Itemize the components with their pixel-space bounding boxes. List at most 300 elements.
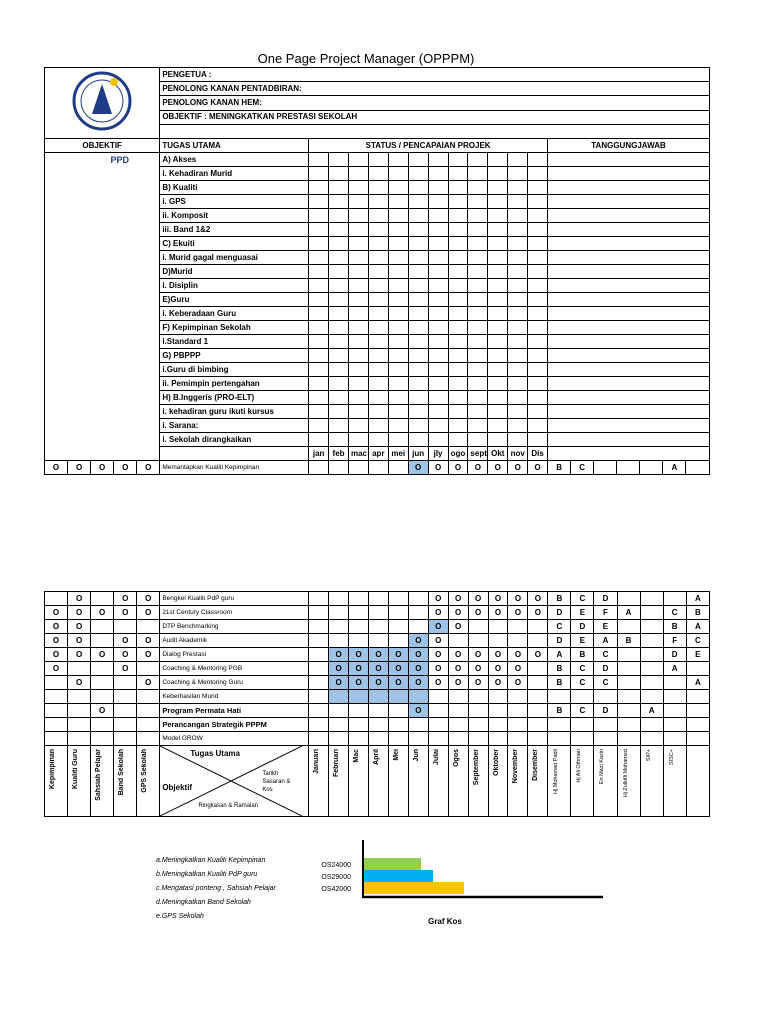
status-cell [468, 265, 488, 279]
status-cell [408, 293, 428, 307]
tugas-header: TUGAS UTAMA [160, 139, 309, 153]
resp-mark [617, 662, 640, 676]
status-mark: O [448, 461, 468, 475]
status-mark [488, 620, 508, 634]
status-mark: O [448, 620, 468, 634]
resp-mark [617, 648, 640, 662]
status-cell [468, 433, 488, 447]
status-cell [468, 307, 488, 321]
status-mark [368, 461, 388, 475]
status-mark [448, 732, 468, 746]
resp-cell [548, 405, 710, 419]
status-cell [348, 195, 368, 209]
objektif-mark [91, 718, 114, 732]
status-mark: O [488, 592, 508, 606]
resp-mark: A [686, 592, 709, 606]
resp-mark [617, 461, 640, 475]
resp-mark: C [663, 606, 686, 620]
status-cell [448, 181, 468, 195]
status-mark: O [349, 648, 369, 662]
status-cell [488, 321, 508, 335]
status-cell [348, 181, 368, 195]
resp-mark: C [571, 662, 594, 676]
status-cell [408, 153, 428, 167]
status-cell [329, 279, 349, 293]
page-title: One Page Project Manager (OPPPM) [257, 51, 475, 66]
month-mac: mac [348, 447, 368, 461]
bar-label: OS29000 [321, 874, 351, 881]
objektif-mark: O [68, 634, 91, 648]
status-cell [528, 433, 548, 447]
header-row: PENOLONG KANAN HEM: [160, 96, 710, 110]
resp-mark: A [686, 620, 709, 634]
status-mark [528, 718, 548, 732]
resp-mark [663, 690, 686, 704]
resp-mark: D [548, 634, 571, 648]
activity-task: 21st Century Classroom [160, 606, 309, 620]
opppm-activity-table [44, 591, 710, 817]
objektif-label-cell [68, 746, 91, 817]
resp-cell [548, 279, 710, 293]
resp-mark [663, 676, 686, 690]
cross-cell [160, 746, 309, 817]
status-mark [408, 690, 428, 704]
resp-mark [640, 676, 663, 690]
objektif-mark: O [114, 461, 137, 475]
resp-cell [548, 251, 710, 265]
resp-mark [640, 620, 663, 634]
status-cell [368, 237, 388, 251]
objektif-mark: O [114, 634, 137, 648]
resp-mark: D [663, 648, 686, 662]
status-cell [448, 167, 468, 181]
status-cell [508, 363, 528, 377]
status-cell [428, 419, 448, 433]
month-label-cell [528, 746, 548, 817]
month-label: Disember [532, 749, 540, 781]
opppm-main-table [44, 67, 710, 475]
resp-mark [617, 690, 640, 704]
status-cell [329, 167, 349, 181]
resp-mark: E [571, 634, 594, 648]
status-cell [448, 391, 468, 405]
status-mark: O [488, 676, 508, 690]
person-label-cell [686, 746, 709, 817]
objektif-mark [91, 634, 114, 648]
status-cell [388, 419, 408, 433]
task-item: i. Sekolah dirangkaikan [160, 433, 309, 447]
status-cell [329, 293, 349, 307]
resp-mark [617, 592, 640, 606]
resp-mark: E [594, 620, 617, 634]
month-label: Mac [353, 749, 361, 763]
status-mark: O [528, 461, 548, 475]
objektif-label: Sahsiah Pelajar [95, 749, 103, 801]
status-cell [348, 251, 368, 265]
resp-cell [548, 167, 710, 181]
month-sept: sept [468, 447, 488, 461]
task-item: i. Sarana: [160, 419, 309, 433]
resp-mark [686, 732, 709, 746]
status-cell [348, 279, 368, 293]
resp-mark: A [594, 634, 617, 648]
objektif-label-cell [45, 746, 68, 817]
status-mark [428, 718, 448, 732]
status-mark: O [349, 676, 369, 690]
status-cell [488, 181, 508, 195]
month-apr: apr [368, 447, 388, 461]
resp-mark [548, 718, 571, 732]
objektif-label: GPS Sekolah [141, 749, 149, 793]
resp-mark: C [571, 676, 594, 690]
objektif-mark [114, 704, 137, 718]
status-cell [368, 433, 388, 447]
resp-cell [548, 195, 710, 209]
objektif-mark [45, 732, 68, 746]
status-cell [309, 349, 329, 363]
task-item: i. Murid gagal menguasai [160, 251, 309, 265]
status-cell [329, 223, 349, 237]
status-cell [528, 377, 548, 391]
status-cell [348, 223, 368, 237]
status-cell [428, 167, 448, 181]
month-label-cell [369, 746, 389, 817]
status-cell [428, 279, 448, 293]
status-mark: O [508, 606, 528, 620]
month-nov: nov [508, 447, 528, 461]
status-cell [309, 265, 329, 279]
status-mark: O [329, 676, 349, 690]
resp-mark: B [548, 662, 571, 676]
task-item: i. Disiplin [160, 279, 309, 293]
status-cell [528, 223, 548, 237]
status-mark: O [388, 662, 408, 676]
status-cell [348, 307, 368, 321]
logo-cell: PPD [45, 68, 160, 139]
status-cell [309, 251, 329, 265]
status-cell [488, 307, 508, 321]
status-cell [528, 181, 548, 195]
month-label-cell [309, 746, 329, 817]
resp-mark [617, 676, 640, 690]
resp-mark: C [594, 676, 617, 690]
status-mark: O [528, 606, 548, 620]
status-mark [528, 704, 548, 718]
status-mark: O [408, 676, 428, 690]
objektif-mark [137, 690, 160, 704]
status-cell [488, 433, 508, 447]
status-cell [508, 405, 528, 419]
status-cell [488, 251, 508, 265]
status-cell [468, 391, 488, 405]
status-mark: O [448, 676, 468, 690]
status-cell [528, 251, 548, 265]
status-cell [388, 181, 408, 195]
status-cell [388, 293, 408, 307]
status-cell [388, 265, 408, 279]
resp-cell [548, 363, 710, 377]
status-mark [508, 634, 528, 648]
task-item: E)Guru [160, 293, 309, 307]
resp-mark: B [617, 634, 640, 648]
status-mark [388, 690, 408, 704]
status-mark [488, 634, 508, 648]
status-mark [309, 606, 329, 620]
status-cell [528, 153, 548, 167]
status-cell [488, 363, 508, 377]
resp-cell [548, 391, 710, 405]
objektif-label-cell [137, 746, 160, 817]
resp-mark: F [663, 634, 686, 648]
caption-d: d.Meningkatkan Band Sekolah [156, 899, 251, 906]
status-cell [329, 209, 349, 223]
objective-captions [156, 857, 276, 927]
status-cell [388, 195, 408, 209]
task-item: C) Ekuiti [160, 237, 309, 251]
status-cell [329, 195, 349, 209]
status-mark [309, 718, 329, 732]
status-cell [468, 195, 488, 209]
status-mark: O [468, 592, 488, 606]
month-label-cell [408, 746, 428, 817]
status-cell [448, 237, 468, 251]
status-mark: O [488, 461, 508, 475]
status-cell [368, 223, 388, 237]
cross-label-top: Tugas Utama [190, 749, 240, 758]
person-label-cell [571, 746, 594, 817]
objektif-mark [45, 704, 68, 718]
status-mark [309, 676, 329, 690]
status-cell [408, 349, 428, 363]
person-label-cell [548, 746, 571, 817]
status-mark [528, 732, 548, 746]
objektif-mark: O [114, 648, 137, 662]
objektif-mark: O [45, 648, 68, 662]
status-cell [408, 209, 428, 223]
status-cell [528, 167, 548, 181]
status-mark: O [508, 592, 528, 606]
activity-task: DTP Benchmarking [160, 620, 309, 634]
status-mark [369, 690, 389, 704]
status-mark [428, 690, 448, 704]
resp-mark: B [571, 648, 594, 662]
status-mark [508, 732, 528, 746]
status-cell [368, 195, 388, 209]
status-mark: O [448, 592, 468, 606]
status-cell [388, 321, 408, 335]
status-cell [448, 209, 468, 223]
status-cell [408, 307, 428, 321]
activity-task: Program Permata Hati [160, 704, 309, 718]
status-cell [528, 405, 548, 419]
status-cell [508, 349, 528, 363]
month-label: Januari [313, 749, 321, 774]
chart-title: Graf Kos [428, 917, 462, 926]
status-cell [468, 321, 488, 335]
status-cell [348, 349, 368, 363]
objektif-mark: O [45, 662, 68, 676]
status-cell [329, 391, 349, 405]
task-item: i. kehadiran guru ikuti kursus [160, 405, 309, 419]
ppd-logo-icon [62, 70, 142, 132]
status-cell [508, 377, 528, 391]
task-item: i.Standard 1 [160, 335, 309, 349]
status-cell [508, 167, 528, 181]
status-mark: O [428, 634, 448, 648]
task-item: D)Murid [160, 265, 309, 279]
status-cell [329, 321, 349, 335]
objektif-mark: O [91, 461, 114, 475]
status-cell [309, 153, 329, 167]
objektif-mark: O [114, 606, 137, 620]
status-cell [309, 307, 329, 321]
resp-mark: B [548, 704, 571, 718]
objektif-mark: O [68, 592, 91, 606]
status-mark [488, 718, 508, 732]
status-mark [388, 461, 408, 475]
status-cell [408, 279, 428, 293]
status-cell [448, 195, 468, 209]
status-cell [428, 377, 448, 391]
status-mark: O [428, 592, 448, 606]
status-cell [309, 279, 329, 293]
status-mark [448, 704, 468, 718]
status-mark [309, 704, 329, 718]
status-cell [448, 335, 468, 349]
resp-mark [640, 732, 663, 746]
resp-mark [640, 461, 663, 475]
status-cell [368, 335, 388, 349]
status-cell [428, 363, 448, 377]
status-cell [348, 209, 368, 223]
status-cell [368, 167, 388, 181]
resp-mark [640, 718, 663, 732]
objektif-mark [68, 704, 91, 718]
status-cell [468, 377, 488, 391]
status-cell [448, 265, 468, 279]
task-item: i. GPS [160, 195, 309, 209]
status-cell [528, 307, 548, 321]
status-mark [428, 704, 448, 718]
objektif-mark: O [68, 676, 91, 690]
status-cell [348, 321, 368, 335]
status-cell [508, 391, 528, 405]
status-mark [309, 648, 329, 662]
status-mark [448, 718, 468, 732]
status-cell [528, 363, 548, 377]
status-cell [368, 279, 388, 293]
month-label-cell [468, 746, 488, 817]
objektif-mark [45, 676, 68, 690]
status-cell [428, 181, 448, 195]
status-cell [468, 251, 488, 265]
resp-mark [663, 718, 686, 732]
resp-mark: C [571, 592, 594, 606]
resp-mark: C [571, 704, 594, 718]
cross-label-right: Tarikh Sasaran & Kos [262, 771, 291, 793]
status-cell [348, 265, 368, 279]
resp-mark [640, 592, 663, 606]
objektif-mark: O [91, 648, 114, 662]
status-cell [309, 237, 329, 251]
month-label: November [512, 749, 520, 784]
status-cell [408, 335, 428, 349]
status-mark: O [428, 676, 448, 690]
resp-cell [548, 209, 710, 223]
activity-task: Model GROW [160, 732, 309, 746]
month-label-cell [448, 746, 468, 817]
status-cell [428, 209, 448, 223]
status-cell [348, 167, 368, 181]
status-cell [468, 363, 488, 377]
status-cell [368, 405, 388, 419]
status-mark [388, 592, 408, 606]
status-cell [468, 209, 488, 223]
status-cell [488, 223, 508, 237]
cost-bar [363, 882, 464, 894]
resp-mark [640, 648, 663, 662]
objektif-mark [45, 690, 68, 704]
status-mark [349, 704, 369, 718]
status-cell [348, 237, 368, 251]
objektif-mark [114, 732, 137, 746]
status-mark [349, 620, 369, 634]
activity-task: Coaching & Mentoring PGB [160, 662, 309, 676]
resp-mark: D [548, 606, 571, 620]
status-cell [329, 307, 349, 321]
resp-mark [548, 690, 571, 704]
month-Dis: Dis [528, 447, 548, 461]
objektif-mark [68, 718, 91, 732]
status-cell [428, 335, 448, 349]
task-item: i.Guru di bimbing [160, 363, 309, 377]
person-label-cell [663, 746, 686, 817]
status-cell [348, 377, 368, 391]
month-label: April [373, 749, 381, 765]
status-cell [368, 391, 388, 405]
status-cell [428, 265, 448, 279]
status-mark: O [448, 648, 468, 662]
status-cell [408, 405, 428, 419]
status-cell [528, 321, 548, 335]
resp-mark: A [617, 606, 640, 620]
status-mark [508, 718, 528, 732]
status-mark: O [468, 606, 488, 620]
status-mark [468, 718, 488, 732]
status-mark: O [428, 620, 448, 634]
status-cell [388, 433, 408, 447]
resp-mark [686, 662, 709, 676]
status-mark [408, 732, 428, 746]
status-cell [468, 279, 488, 293]
objektif-label-cell [91, 746, 114, 817]
resp-mark [686, 461, 710, 475]
status-cell [428, 195, 448, 209]
status-cell [329, 349, 349, 363]
task-item: ii. Pemimpin pertengahan [160, 377, 309, 391]
resp-cell [548, 181, 710, 195]
status-cell [488, 377, 508, 391]
status-cell [448, 377, 468, 391]
status-cell [329, 153, 349, 167]
task-item: A) Akses [160, 153, 309, 167]
status-mark [488, 690, 508, 704]
resp-mark [617, 732, 640, 746]
month-ogo: ogo [448, 447, 468, 461]
status-cell [408, 419, 428, 433]
status-cell [329, 265, 349, 279]
status-mark [448, 634, 468, 648]
